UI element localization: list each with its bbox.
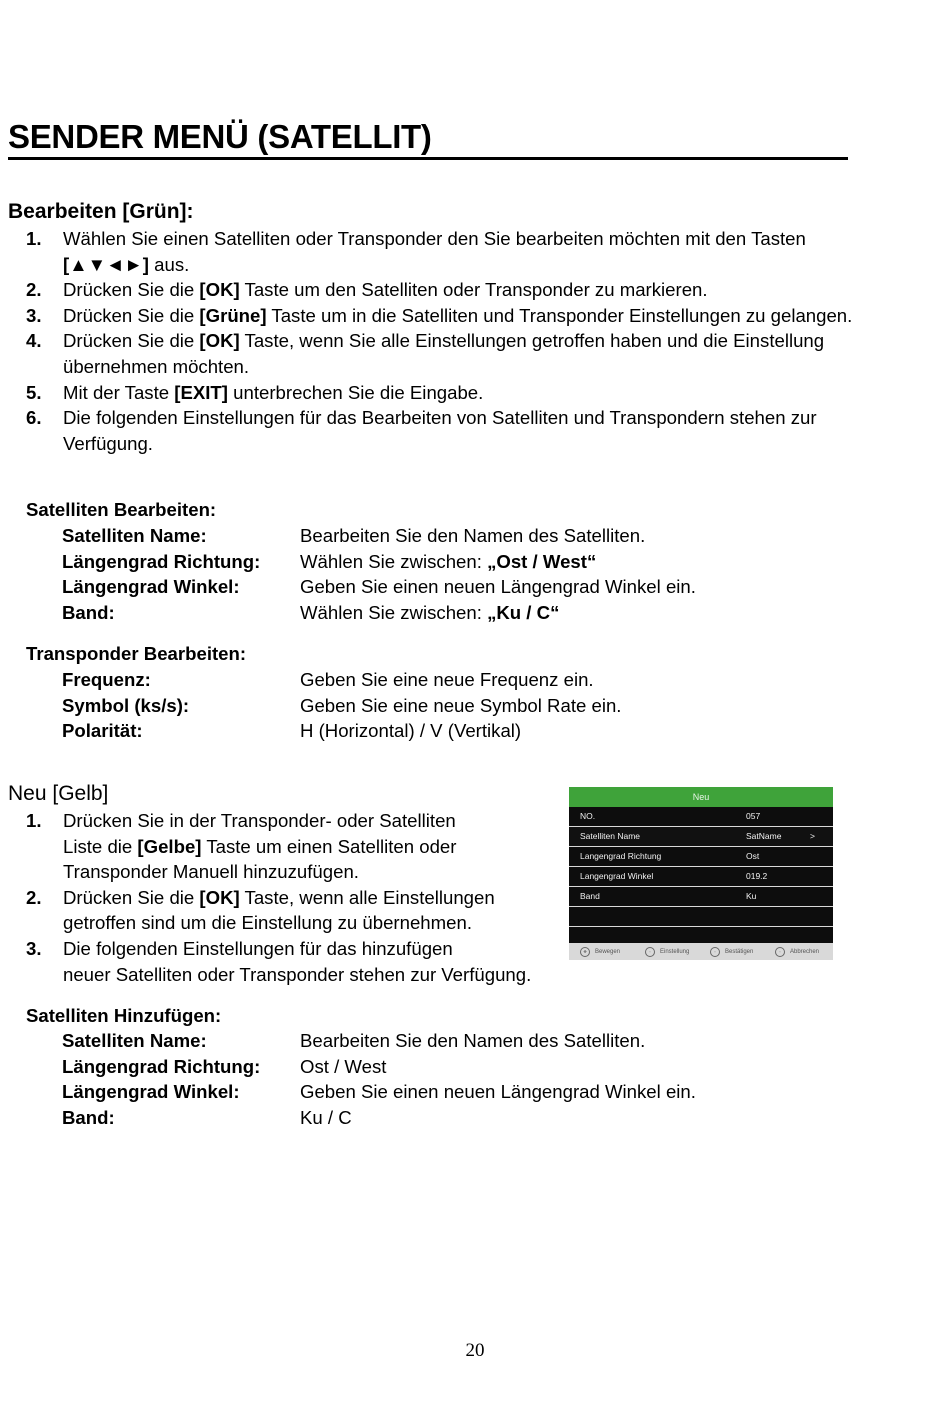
edit-steps-list: [0, 226, 930, 456]
list-item: 1. Drücken Sie in der Transponder- oder Satelliten Liste die [Gelbe] Taste um einen Satelliten oder Transponder Manuell hinzuzufügen.: [26, 810, 457, 883]
exit-key-icon: ◦: [775, 947, 785, 957]
tv-menu-row: NO. 057: [569, 807, 833, 827]
footer-hint: ◦ Abbrechen: [775, 947, 829, 957]
tv-menu-footer: [569, 943, 833, 960]
table-row: Längengrad Richtung: Wählen Sie zwischen: „Ost / West“: [62, 550, 597, 572]
tv-menu-screenshot: [569, 787, 833, 960]
section-heading-edit: Bearbeiten [Grün]:: [8, 200, 194, 223]
table-row: Längengrad Richtung: Ost / West: [62, 1055, 387, 1077]
move-key-icon: ✥: [580, 947, 590, 957]
table-row: Satelliten Name: Bearbeiten Sie den Namen des Satelliten.: [62, 525, 646, 546]
sat-add-heading: Satelliten Hinzufügen:: [26, 1005, 222, 1026]
chevron-right-icon: >: [810, 831, 815, 841]
list-item: 1. Wählen Sie einen Satelliten oder Transponder den Sie bearbeiten möchten mit den Tasten [▲▼◄►] aus.: [26, 228, 806, 275]
list-item: 3. Drücken Sie die [Grüne] Taste um in die Satelliten und Transponder Einstellungen zu gelangen.: [26, 304, 853, 326]
table-row: Band: Ku / C: [62, 1106, 352, 1128]
tv-menu-row: Band Ku: [569, 887, 833, 907]
settings-key-icon: ◦: [645, 947, 655, 957]
page-number: 20: [465, 1340, 485, 1361]
tv-menu-row: Satelliten Name SatName >: [569, 827, 833, 847]
list-item: 2. Drücken Sie die [OK] Taste um den Satelliten oder Transponder zu markieren.: [26, 279, 708, 301]
page-title: SENDER MENÜ (SATELLIT): [8, 118, 848, 160]
tv-menu-row: Langengrad Richtung Ost: [569, 847, 833, 867]
sat-add-table: [62, 1028, 696, 1130]
table-row: Band: Wählen Sie zwischen: „Ku / C“: [62, 601, 560, 623]
tv-menu-header: Neu: [569, 787, 833, 807]
table-row: Symbol (ks/s): Geben Sie eine neue Symbol Rate ein.: [62, 694, 622, 716]
new-steps-list: [0, 808, 620, 987]
table-row: Polarität: H (Horizontal) / V (Vertikal): [62, 720, 522, 742]
footer-hint: ✥ Bewegen: [580, 947, 634, 957]
tv-menu-row: Langengrad Winkel 019.2: [569, 867, 833, 887]
list-item: 4. Drücken Sie die [OK] Taste, wenn Sie alle Einstellungen getroffen haben und die Einstellung übernehmen möchten.: [26, 330, 825, 377]
tp-edit-heading: Transponder Bearbeiten:: [26, 643, 247, 664]
footer-hint: ◦ Bestätigen: [710, 947, 764, 957]
table-row: Satelliten Name: Bearbeiten Sie den Namen des Satelliten.: [62, 1030, 646, 1051]
list-item: 6. Die folgenden Einstellungen für das Bearbeiten von Satelliten und Transpondern stehen zur Verfügung.: [26, 407, 817, 454]
tv-menu-empty-row: [569, 907, 833, 927]
list-item: 3. Die folgenden Einstellungen für das hinzufügen neuer Satelliten oder Transponder stehen zur Verfügung.: [26, 937, 532, 985]
list-item: 5. Mit der Taste [EXIT] unterbrechen Sie die Eingabe.: [26, 381, 484, 403]
list-item: 2. Drücken Sie die [OK] Taste, wenn alle Einstellungen getroffen sind um die Einstellung zu übernehmen.: [26, 886, 495, 934]
table-row: Längengrad Winkel: Geben Sie einen neuen Längengrad Winkel ein.: [62, 1081, 696, 1103]
tp-edit-table: [62, 667, 621, 744]
table-row: Frequenz: Geben Sie eine neue Frequenz ein.: [62, 669, 594, 690]
section-heading-new: Neu [Gelb]: [8, 782, 109, 805]
ok-key-icon: ◦: [710, 947, 720, 957]
arrow-keys: [▲▼◄►]: [63, 253, 149, 275]
table-row: Längengrad Winkel: Geben Sie einen neuen Längengrad Winkel ein.: [62, 576, 696, 598]
footer-hint: ◦ Einstellung: [645, 947, 699, 957]
sat-edit-table: [62, 523, 696, 625]
sat-edit-heading: Satelliten Bearbeiten:: [26, 499, 217, 520]
